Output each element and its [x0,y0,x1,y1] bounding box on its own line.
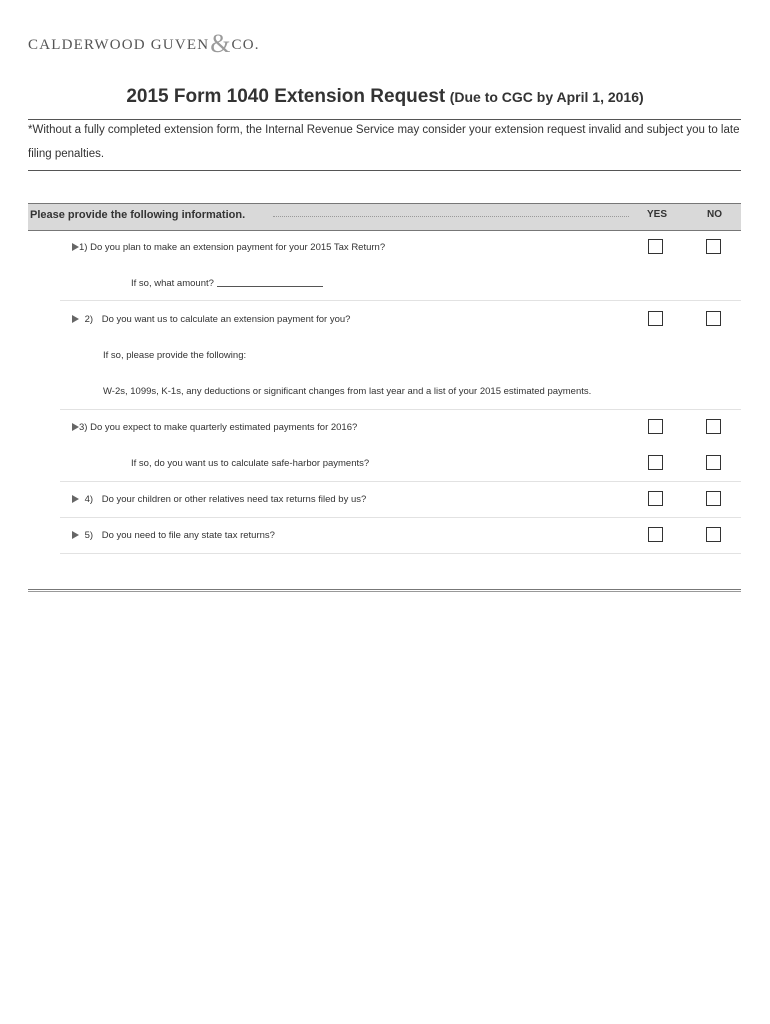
yes-column-header: YES [647,209,668,220]
question-1-followup [131,278,323,289]
row-divider [60,517,741,518]
q3-followup-no-checkbox[interactable] [706,455,721,470]
question-2 [72,314,350,325]
logo-name: CALDERWOOD GUVEN [28,37,210,53]
leader-dots [273,216,629,217]
no-column-header: NO [707,209,722,220]
company-logo [28,26,260,56]
page-title [0,86,770,108]
question-2-label: Do you want us to calculate an extension payment for you? [101,314,351,325]
question-3 [72,422,357,433]
arrow-right-icon [72,531,79,539]
question-2-number: 2) [84,314,94,325]
arrow-right-icon [72,423,79,431]
row-divider [60,300,741,301]
section-header [28,203,741,231]
q3-no-checkbox[interactable] [706,419,721,434]
question-1-followup-label: If so, what amount? [131,278,214,289]
row-divider [60,553,741,554]
arrow-right-icon [72,243,79,251]
q1-no-checkbox[interactable] [706,239,721,254]
logo-suffix: CO. [231,37,260,53]
q3-yes-checkbox[interactable] [648,419,663,434]
footer-rule [28,589,741,590]
question-4 [72,494,366,505]
row-divider [60,409,741,410]
question-1 [72,242,385,253]
arrow-right-icon [72,315,79,323]
q5-yes-checkbox[interactable] [648,527,663,542]
q2-no-checkbox[interactable] [706,311,721,326]
q5-no-checkbox[interactable] [706,527,721,542]
title-main: 2015 Form 1040 Extension Request [126,86,446,107]
question-5-label: Do you need to file any state tax returns? [101,530,275,541]
q4-yes-checkbox[interactable] [648,491,663,506]
q4-no-checkbox[interactable] [706,491,721,506]
notice-text: *Without a fully completed extension form, the Internal Revenue Service may consider your extension request invalid and subject you to late filing penalties. [28,124,740,160]
arrow-right-icon [72,495,79,503]
footer-rule-shadow [28,591,741,592]
question-3-followup: If so, do you want us to calculate safe-harbor payments? [131,458,370,469]
question-5-number: 5) [84,530,94,541]
question-4-number: 4) [84,494,94,505]
question-2-followup: If so, please provide the following: [103,350,247,361]
question-4-label: Do your children or other relatives need tax returns filed by us? [101,494,367,505]
question-2-documents: W-2s, 1099s, K-1s, any deductions or significant changes from last year and a list of your 2015 estimated payments. [103,386,592,397]
question-3-label: 3) Do you expect to make quarterly estimated payments for 2016? [79,422,358,433]
title-due-date: (Due to CGC by April 1, 2016) [449,89,644,105]
question-5 [72,530,275,541]
q3-followup-yes-checkbox[interactable] [648,455,663,470]
section-label: Please provide the following information. [30,209,246,221]
q1-yes-checkbox[interactable] [648,239,663,254]
row-divider [60,481,741,482]
notice-divider [28,170,741,171]
logo-ampersand: & [210,29,231,58]
amount-field[interactable] [217,286,323,287]
question-1-label: 1) Do you plan to make an extension payment for your 2015 Tax Return? [79,242,386,253]
q2-yes-checkbox[interactable] [648,311,663,326]
